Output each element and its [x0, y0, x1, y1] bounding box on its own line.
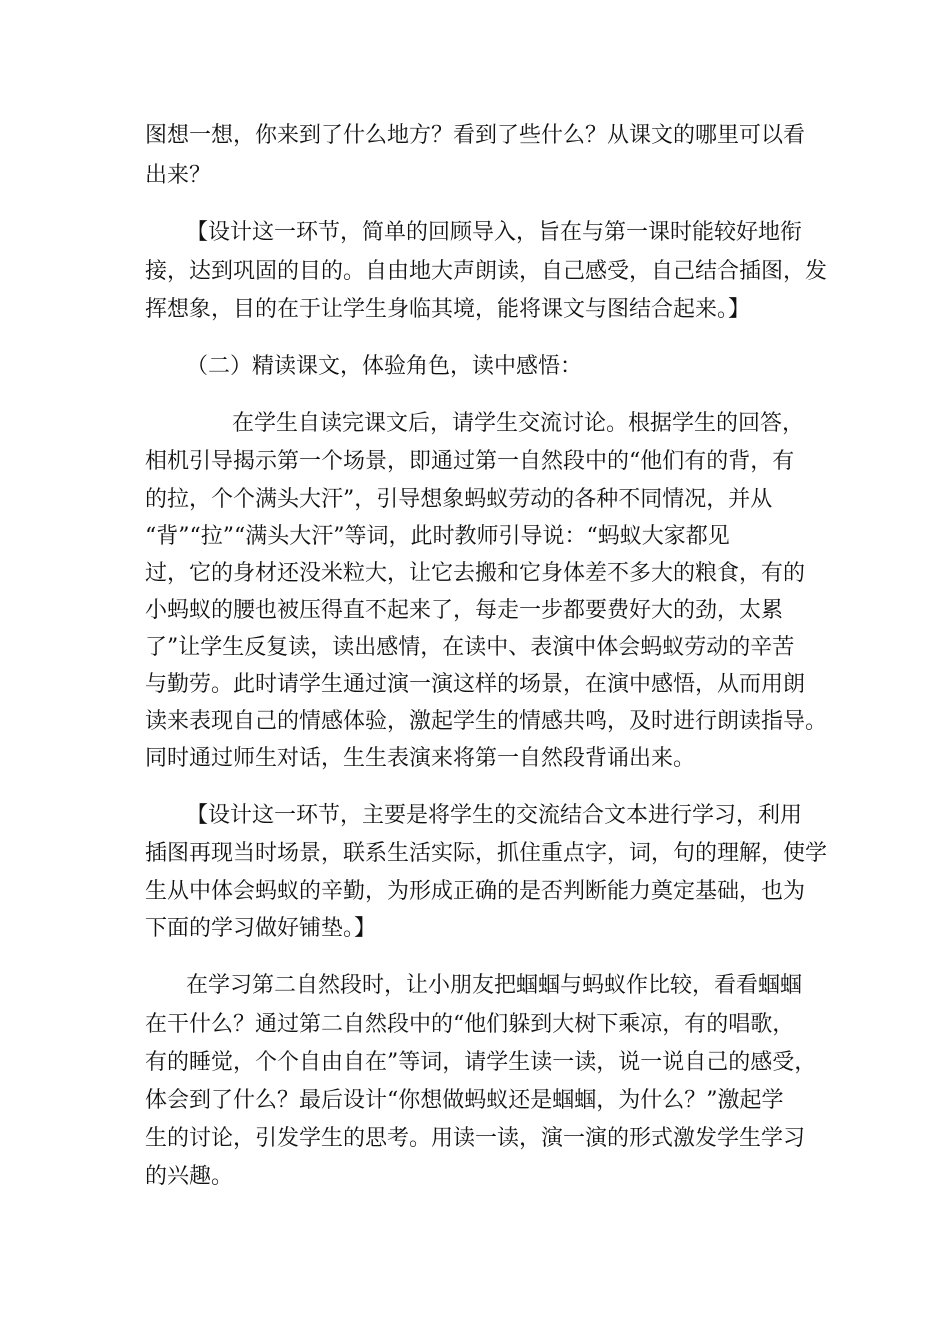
paragraph-4-line-3: 生从中体会蚂蚁的辛勤，为形成正确的是否判断能力奠定基础，也为	[145, 879, 806, 904]
paragraph-4-line-1: 【设计这一环节，主要是将学生的交流结合文本进行学习，利用	[186, 803, 803, 828]
paragraph-3-line-2: 相机引导揭示第一个场景，即通过第一自然段中的“他们有的背，有	[145, 449, 795, 474]
paragraph-1-line-1: 图想一想，你来到了什么地方？看到了些什么？从课文的哪里可以看	[145, 123, 806, 148]
paragraph-2-line-1: 【设计这一环节，简单的回顾导入，旨在与第一课时能较好地衔	[186, 220, 803, 245]
paragraph-2-line-3: 挥想象，目的在于让学生身临其境，能将课文与图结合起来。】	[145, 297, 751, 322]
paragraph-5-line-2: 在干什么？通过第二自然段中的“他们躲到大树下乘凉，有的唱歌，	[145, 1012, 795, 1037]
paragraph-5-line-4: 体会到了什么？最后设计“你想做蚂蚁还是蝈蝈，为什么？”激起学	[145, 1088, 784, 1113]
paragraph-5-line-1: 在学习第二自然段时，让小朋友把蝈蝈与蚂蚁作比较，看看蝈蝈	[186, 973, 803, 998]
paragraph-3-line-9: 读来表现自己的情感体验，激起学生的情感共鸣，及时进行朗读指导。	[145, 709, 828, 734]
section-heading-2: （二）精读课文，体验角色，读中感悟：	[186, 354, 583, 379]
paragraph-5-line-6: 的兴趣。	[145, 1164, 234, 1189]
paragraph-3-line-10: 同时通过师生对话，生生表演来将第一自然段背诵出来。	[145, 746, 696, 771]
paragraph-5-line-3: 有的睡觉，个个自由自在”等词，请学生读一读，说一说自己的感受，	[145, 1050, 817, 1075]
paragraph-3-line-5: 过，它的身材还没米粒大，让它去搬和它身体差不多大的粮食，有的	[145, 561, 806, 586]
paragraph-3-line-7: 了”让学生反复读，读出感情，在读中、表演中体会蚂蚁劳动的辛苦	[145, 635, 795, 660]
paragraph-1-line-2: 出来？	[145, 163, 212, 188]
paragraph-3-line-8: 与勤劳。此时请学生通过演一演这样的场景，在演中感悟，从而用朗	[145, 672, 806, 697]
paragraph-4-line-2: 插图再现当时场景，联系生活实际，抓住重点字，词，句的理解，使学	[145, 841, 828, 866]
paragraph-3-line-1: 在学生自读完课文后，请学生交流讨论。根据学生的回答，	[232, 411, 805, 436]
paragraph-4-line-4: 下面的学习做好铺垫。】	[145, 916, 377, 941]
paragraph-2-line-2: 接，达到巩固的目的。自由地大声朗读，自己感受，自己结合插图，发	[145, 259, 828, 284]
paragraph-3-line-3: 的拉，个个满头大汗”，引导想象蚂蚁劳动的各种不同情况，并从	[145, 487, 773, 512]
paragraph-3-line-4: “背”“拉”“满头大汗”等词，此时教师引导说：“蚂蚁大家都见	[145, 524, 730, 549]
paragraph-3-line-6: 小蚂蚁的腰也被压得直不起来了，每走一步都要费好大的劲，太累	[145, 598, 784, 623]
paragraph-5-line-5: 生的讨论，引发学生的思考。用读一读，演一演的形式激发学生学习	[145, 1126, 806, 1151]
